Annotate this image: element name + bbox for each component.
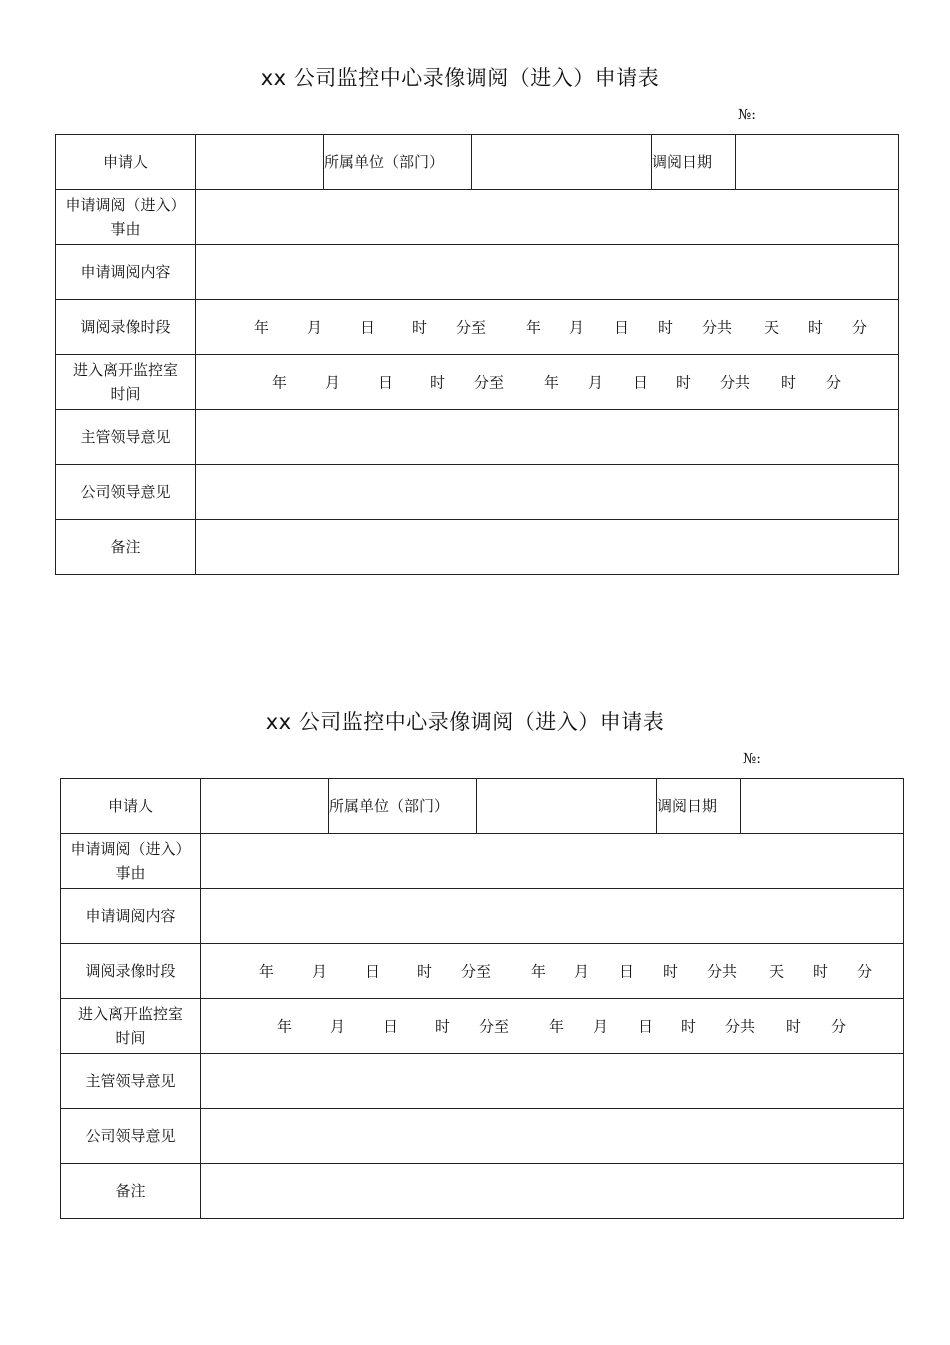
period-unit: 年 [531, 962, 547, 981]
reason-label-line2: 事由 [115, 864, 146, 882]
room-time-label [56, 355, 196, 410]
company-opinion-label: 公司领导意见 [61, 1109, 201, 1164]
period-unit: 月 [569, 318, 585, 337]
room-time-field[interactable] [201, 999, 904, 1054]
department-label: 所属单位（部门） [324, 135, 472, 190]
room-time-label-line2: 时间 [115, 1029, 146, 1047]
room-time-unit: 分 [831, 1017, 847, 1036]
room-time-unit: 分至 [479, 1017, 510, 1036]
period-label: 调阅录像时段 [56, 300, 196, 355]
room-time-unit: 时 [430, 373, 446, 392]
company-opinion-label: 公司领导意见 [56, 465, 196, 520]
remarks-label: 备注 [61, 1164, 201, 1219]
room-time-unit: 年 [277, 1017, 293, 1036]
applicant-field[interactable] [196, 135, 324, 190]
period-unit: 时 [658, 318, 674, 337]
remarks-row [56, 520, 899, 575]
form-table [55, 134, 899, 575]
remarks-label: 备注 [56, 520, 196, 575]
company-opinion-row [61, 1109, 904, 1164]
period-unit: 分至 [456, 318, 487, 337]
period-unit: 时 [663, 962, 679, 981]
reason-label-line2: 事由 [110, 220, 141, 238]
period-unit: 时 [808, 318, 824, 337]
period-unit: 年 [259, 962, 275, 981]
remarks-row [61, 1164, 904, 1219]
period-unit: 分共 [707, 962, 738, 981]
room-time-unit: 月 [588, 373, 604, 392]
content-row [56, 245, 899, 300]
reason-field[interactable] [201, 834, 904, 889]
room-time-unit: 年 [272, 373, 288, 392]
room-time-unit: 时 [781, 373, 797, 392]
room-time-unit: 时 [435, 1017, 451, 1036]
department-field[interactable] [477, 779, 657, 834]
reason-field[interactable] [196, 190, 899, 245]
period-unit: 分 [857, 962, 873, 981]
period-field[interactable] [196, 300, 899, 355]
room-time-unit: 分共 [720, 373, 751, 392]
room-time-unit: 时 [681, 1017, 697, 1036]
period-unit: 月 [307, 318, 323, 337]
applicant-row [61, 779, 904, 834]
room-time-unit: 月 [325, 373, 341, 392]
remarks-field[interactable] [196, 520, 899, 575]
room-time-unit: 日 [633, 373, 649, 392]
department-label: 所属单位（部门） [329, 779, 477, 834]
content-row [61, 889, 904, 944]
period-unit: 月 [574, 962, 590, 981]
content-field[interactable] [196, 245, 899, 300]
period-unit: 日 [619, 962, 635, 981]
room-time-field[interactable] [196, 355, 899, 410]
room-time-unit: 日 [383, 1017, 399, 1036]
room-time-unit: 时 [676, 373, 692, 392]
period-unit: 日 [614, 318, 630, 337]
period-row [61, 944, 904, 999]
room-time-unit: 分共 [725, 1017, 756, 1036]
company-opinion-field[interactable] [196, 465, 899, 520]
view-date-label: 调阅日期 [657, 779, 741, 834]
view-date-label: 调阅日期 [652, 135, 736, 190]
content-field[interactable] [201, 889, 904, 944]
period-unit: 年 [254, 318, 270, 337]
period-unit: 时 [412, 318, 428, 337]
supervisor-opinion-label: 主管领导意见 [56, 410, 196, 465]
form-title: xx 公司监控中心录像调阅（进入）申请表 [260, 66, 660, 90]
supervisor-opinion-row [56, 410, 899, 465]
applicant-label: 申请人 [56, 135, 196, 190]
room-time-unit: 日 [378, 373, 394, 392]
supervisor-opinion-field[interactable] [201, 1054, 904, 1109]
period-unit: 日 [360, 318, 376, 337]
period-unit: 天 [764, 318, 780, 337]
period-unit: 日 [365, 962, 381, 981]
period-unit: 分 [852, 318, 868, 337]
room-time-label-line2: 时间 [110, 385, 141, 403]
company-opinion-field[interactable] [201, 1109, 904, 1164]
room-time-unit: 月 [593, 1017, 609, 1036]
room-time-unit: 日 [638, 1017, 654, 1036]
room-time-label-line1: 进入离开监控室 [72, 361, 178, 379]
form-title: xx 公司监控中心录像调阅（进入）申请表 [265, 710, 665, 734]
applicant-field[interactable] [201, 779, 329, 834]
room-time-label-line1: 进入离开监控室 [77, 1005, 183, 1023]
form-number-label: №: [743, 751, 761, 767]
period-unit: 天 [769, 962, 785, 981]
supervisor-opinion-label: 主管领导意见 [61, 1054, 201, 1109]
department-field[interactable] [472, 135, 652, 190]
reason-label [56, 190, 196, 245]
applicant-row [56, 135, 899, 190]
company-opinion-row [56, 465, 899, 520]
room-time-unit: 分 [826, 373, 842, 392]
period-row [56, 300, 899, 355]
room-time-label [61, 999, 201, 1054]
period-unit: 时 [417, 962, 433, 981]
supervisor-opinion-field[interactable] [196, 410, 899, 465]
period-unit: 分共 [702, 318, 733, 337]
period-label: 调阅录像时段 [61, 944, 201, 999]
view-date-field[interactable] [736, 135, 899, 190]
reason-row [56, 190, 899, 245]
form-number-label: №: [738, 107, 756, 123]
reason-label [61, 834, 201, 889]
reason-label-line1: 申请调阅（进入） [65, 196, 186, 214]
period-field[interactable] [201, 944, 904, 999]
content-label: 申请调阅内容 [61, 889, 201, 944]
period-unit: 分至 [461, 962, 492, 981]
form-table [60, 778, 904, 1219]
room-time-unit: 分至 [474, 373, 505, 392]
period-unit: 年 [526, 318, 542, 337]
content-label: 申请调阅内容 [56, 245, 196, 300]
room-time-unit: 月 [330, 1017, 346, 1036]
room-time-row [56, 355, 899, 410]
supervisor-opinion-row [61, 1054, 904, 1109]
room-time-unit: 年 [549, 1017, 565, 1036]
reason-row [61, 834, 904, 889]
room-time-row [61, 999, 904, 1054]
period-unit: 月 [312, 962, 328, 981]
view-date-field[interactable] [741, 779, 904, 834]
reason-label-line1: 申请调阅（进入） [70, 840, 191, 858]
applicant-label: 申请人 [61, 779, 201, 834]
remarks-field[interactable] [201, 1164, 904, 1219]
room-time-unit: 年 [544, 373, 560, 392]
period-unit: 时 [813, 962, 829, 981]
room-time-unit: 时 [786, 1017, 802, 1036]
